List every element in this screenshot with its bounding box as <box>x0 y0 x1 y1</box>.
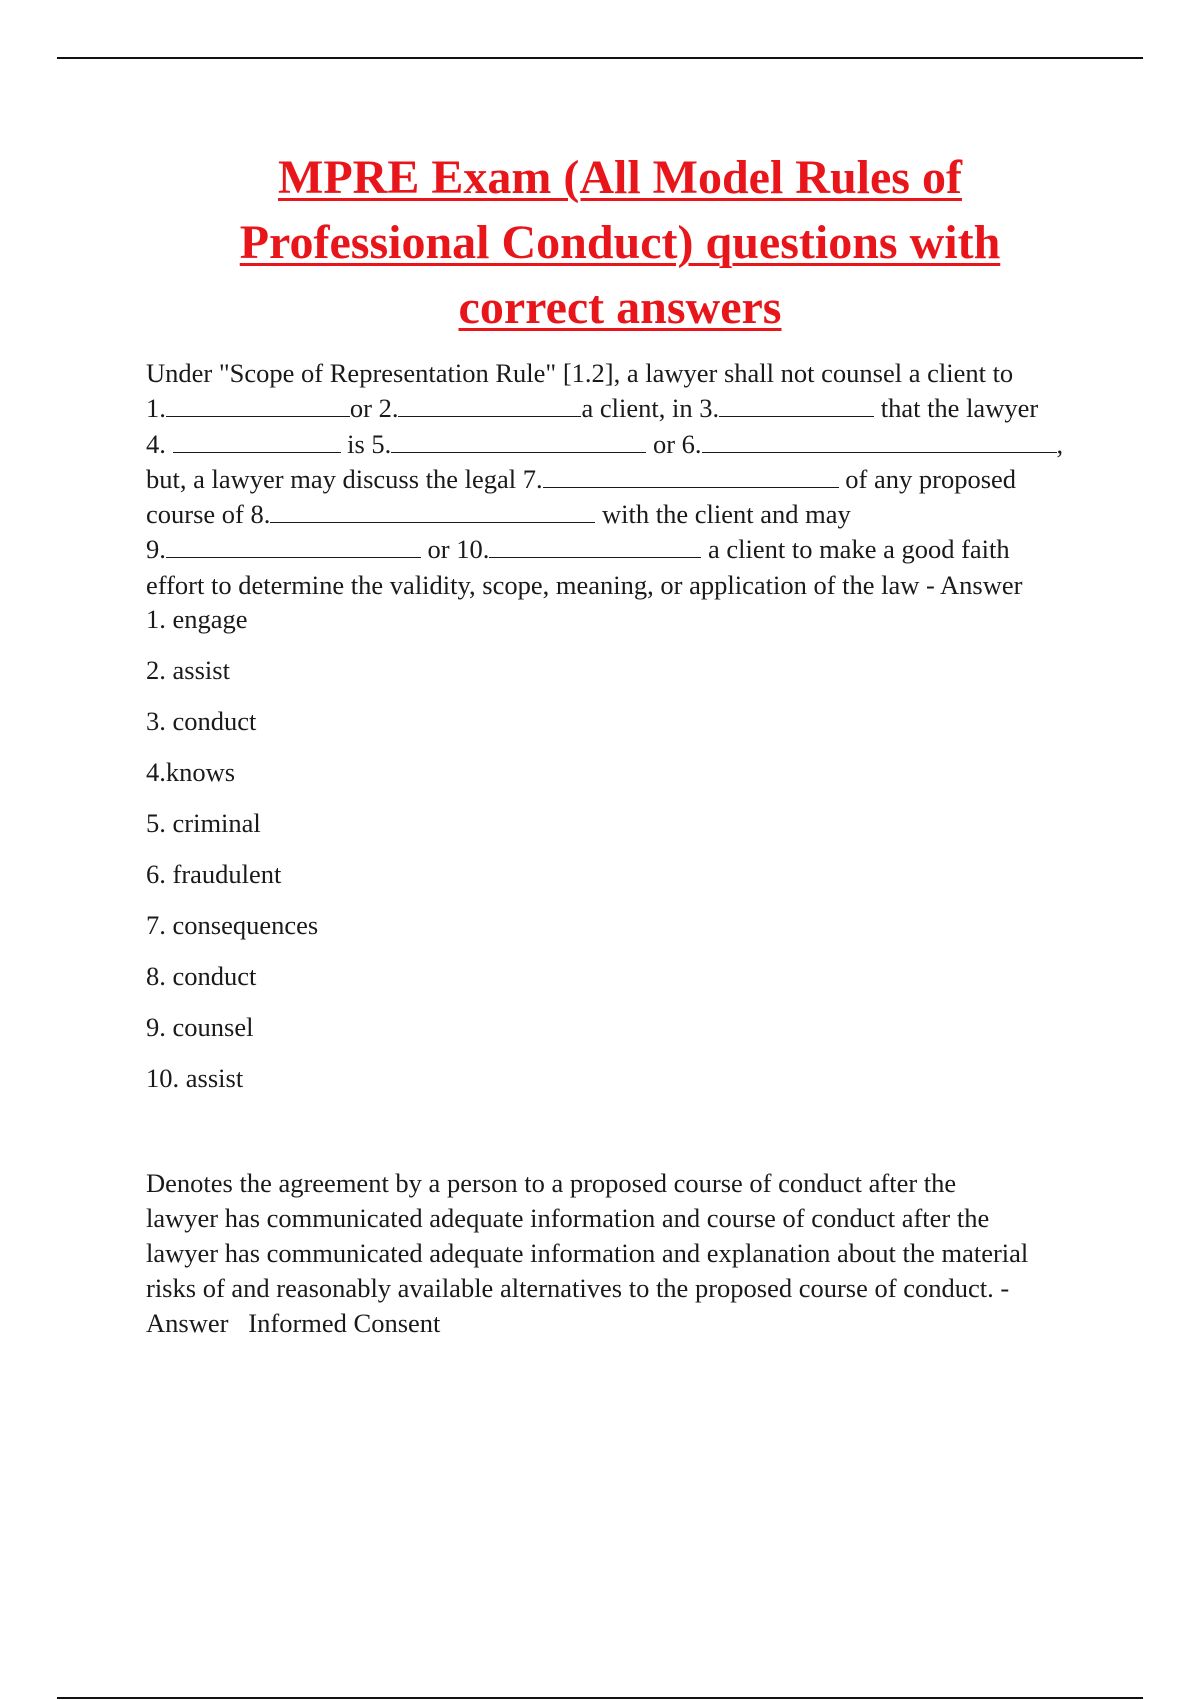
question-text: but, a lawyer may discuss the legal 7. <box>146 463 543 494</box>
answer-blank <box>543 465 839 488</box>
question-line: lawyer has communicated adequate information and explanation about the material <box>146 1238 1029 1268</box>
answer-blank <box>398 394 581 417</box>
question-text: effort to determine the validity, scope, meaning, or application of the law - Answer <box>146 569 1023 600</box>
document-title <box>140 145 1100 340</box>
answer-blank <box>166 394 350 417</box>
answer-item: 3. conduct <box>146 706 257 736</box>
question-text: is 5. <box>340 428 392 459</box>
question-line <box>146 356 1096 391</box>
question-1-text <box>146 356 1096 603</box>
answer-item: 1. engage <box>146 604 248 634</box>
answer-blank <box>702 430 1057 453</box>
footer-rule <box>57 1697 1143 1699</box>
answer-item: 2. assist <box>146 655 230 685</box>
header-rule <box>57 57 1143 59</box>
question-line <box>146 532 1096 567</box>
question-text: of any proposed <box>838 463 1017 494</box>
answer-item: 6. fraudulent <box>146 859 282 889</box>
question-text: , <box>1056 428 1064 459</box>
answer-item: 7. consequences <box>146 910 319 940</box>
title-line: correct answers <box>458 281 782 334</box>
answer-item: 10. assist <box>146 1063 244 1093</box>
question-line: risks of and reasonably available alternatives to the proposed course of conduct. - <box>146 1273 1010 1303</box>
answer-blank <box>719 394 874 417</box>
question-line: Answer Informed Consent <box>146 1308 441 1338</box>
answer-blank <box>489 535 701 558</box>
question-line: Denotes the agreement by a person to a proposed course of conduct after the <box>146 1168 957 1198</box>
answer-item: 9. counsel <box>146 1012 254 1042</box>
answer-blank <box>166 535 421 558</box>
answer-item: 4.knows <box>146 757 236 787</box>
answer-item: 8. conduct <box>146 961 257 991</box>
question-text: 1. <box>146 393 166 424</box>
question-text: that the lawyer <box>874 393 1039 424</box>
question-2-text <box>146 1166 1096 1341</box>
title-line: MPRE Exam (All Model Rules of <box>278 151 962 204</box>
question-text: a client to make a good faith <box>701 534 1010 565</box>
question-line <box>146 497 1096 532</box>
answer-list <box>146 603 318 1113</box>
question-line <box>146 462 1096 497</box>
question-line <box>146 568 1096 603</box>
question-text: or 6. <box>646 428 702 459</box>
title-line: Professional Conduct) questions with <box>239 216 1001 269</box>
question-text: or 10. <box>420 534 490 565</box>
answer-blank <box>270 500 595 523</box>
question-line <box>146 427 1096 462</box>
question-line <box>146 391 1096 426</box>
question-text: 4. <box>146 428 173 459</box>
question-text: or 2. <box>349 393 399 424</box>
question-text: 9. <box>146 534 166 565</box>
question-text: course of 8. <box>146 499 271 530</box>
answer-blank <box>173 430 341 453</box>
answer-blank <box>391 430 646 453</box>
answer-item: 5. criminal <box>146 808 261 838</box>
question-text: Under "Scope of Representation Rule" [1.2], a lawyer shall not counsel a client to <box>146 358 1014 388</box>
question-text: with the client and may <box>595 499 851 530</box>
question-text: a client, in 3. <box>581 393 720 424</box>
question-line: lawyer has communicated adequate information and course of conduct after the <box>146 1203 990 1233</box>
